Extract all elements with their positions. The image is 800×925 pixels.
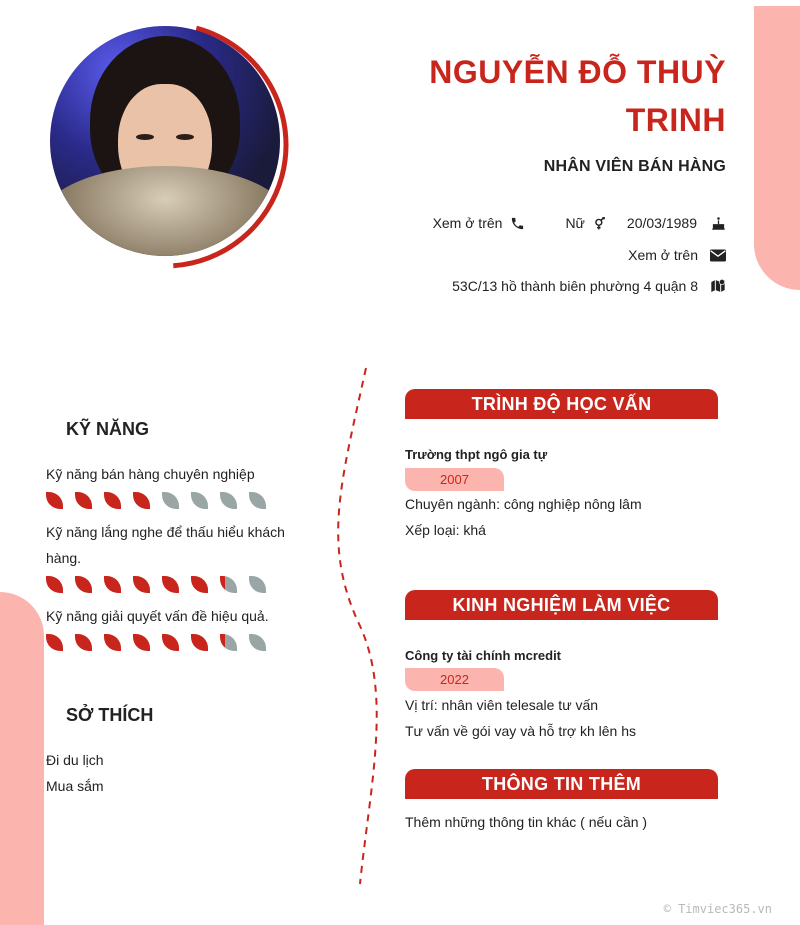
rating-leaf-filled: [162, 576, 179, 593]
rating-leaf-partial: [220, 634, 237, 651]
skill-rating-1: [46, 492, 278, 509]
rating-leaf-filled: [133, 492, 150, 509]
rating-leaf-filled: [133, 634, 150, 651]
rating-leaf-empty: [220, 492, 237, 509]
rating-leaf-filled: [133, 576, 150, 593]
birthdate-item: [627, 215, 726, 231]
birthday-cake-icon: [711, 216, 726, 231]
education-school: Trường thpt ngô gia tự: [405, 447, 548, 462]
rating-leaf-empty: [249, 492, 266, 509]
rating-leaf-filled: [46, 634, 63, 651]
skill-name-2: Kỹ năng lắng nghe để thấu hiểu khách hàng.: [46, 524, 285, 566]
experience-year: 2022: [405, 668, 504, 691]
rating-leaf-filled: [104, 634, 121, 651]
rating-leaf-partial: [220, 576, 237, 593]
phone-item: [433, 215, 526, 231]
rating-leaf-empty: [191, 492, 208, 509]
email-icon: [710, 249, 726, 262]
decorative-shape-top-right: [754, 6, 800, 290]
candidate-name: NGUYỄN ĐỖ THUỲ TRINH: [429, 54, 726, 138]
watermark: © Timviec365.vn: [663, 902, 772, 916]
rating-leaf-filled: [75, 634, 92, 651]
contact-row-1: [433, 215, 726, 231]
rating-leaf-empty: [249, 634, 266, 651]
education-major: Chuyên ngành: công nghiệp nông lâm: [405, 496, 642, 512]
job-position: NHÂN VIÊN BÁN HÀNG: [543, 158, 726, 175]
rating-leaf-filled: [46, 576, 63, 593]
education-title: TRÌNH ĐỘ HỌC VẤN: [405, 389, 718, 419]
education-grade: Xếp loại: khá: [405, 522, 486, 538]
extra-info-text: Thêm những thông tin khác ( nếu cần ): [405, 814, 648, 830]
decorative-shape-bottom-left: [0, 592, 44, 925]
rating-leaf-filled: [191, 634, 208, 651]
phone-value: Xem ở trên: [432, 215, 503, 231]
birthdate-value: 20/03/1989: [626, 215, 697, 231]
skill-rating-2: [46, 576, 278, 593]
education-year: 2007: [405, 468, 504, 491]
extra-info-title: THÔNG TIN THÊM: [405, 769, 718, 799]
email-item: [628, 247, 726, 263]
rating-leaf-filled: [162, 634, 179, 651]
rating-leaf-filled: [75, 492, 92, 509]
hobbies-title: SỞ THÍCH: [66, 705, 154, 725]
experience-description: Tư vấn về gói vay và hỗ trợ kh lên hs: [405, 723, 636, 739]
rating-leaf-filled: [75, 576, 92, 593]
rating-leaf-empty: [162, 492, 179, 509]
contact-row-3: [452, 278, 726, 294]
phone-icon: [510, 216, 525, 231]
skill-name-3: Kỹ năng giải quyết vấn đề hiệu quả.: [46, 608, 269, 624]
email-value: Xem ở trên: [628, 247, 698, 263]
dashed-divider: [330, 366, 400, 886]
address-value: 53C/13 hồ thành biên phường 4 quận 8: [452, 278, 698, 294]
map-location-icon: [710, 278, 726, 294]
skills-title: KỸ NĂNG: [66, 419, 150, 439]
gender-value: Nữ: [565, 215, 585, 231]
hobby-item-1: Đi du lịch: [46, 752, 104, 768]
rating-leaf-filled: [104, 492, 121, 509]
rating-leaf-filled: [104, 576, 121, 593]
contact-row-2: [628, 247, 726, 263]
hobby-item-2: Mua sắm: [46, 778, 104, 794]
experience-title: KINH NGHIỆM LÀM VIỆC: [405, 590, 718, 620]
avatar: [50, 26, 280, 256]
skill-name-1: Kỹ năng bán hàng chuyên nghiệp: [46, 466, 255, 482]
rating-leaf-filled: [46, 492, 63, 509]
skill-rating-3: [46, 634, 278, 651]
gender-icon: [593, 216, 607, 231]
experience-company: Công ty tài chính mcredit: [405, 648, 562, 663]
rating-leaf-empty: [249, 576, 266, 593]
gender-item: [565, 215, 606, 231]
address-item: [452, 278, 726, 294]
rating-leaf-filled: [191, 576, 208, 593]
experience-role: Vị trí: nhân viên telesale tư vấn: [405, 697, 599, 713]
